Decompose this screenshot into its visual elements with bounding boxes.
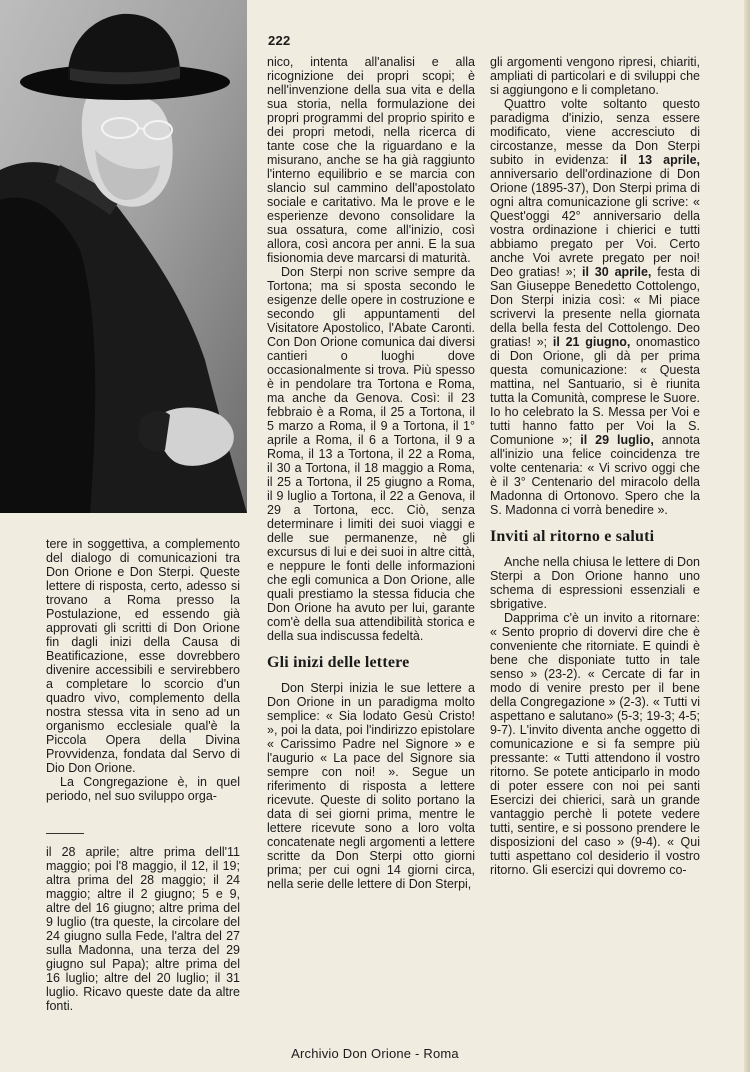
date-highlight: il 29 luglio, — [580, 433, 654, 447]
text-run: annota all'inizio una felice coincidenza tre volte centenaria: « Vi scrivo oggi che è il 3° Centenario del miracolo della Madonna di Ortonovo. Spero che la S. Madonna ci vorrà benedire ». — [490, 433, 700, 517]
paragraph: gli argomenti vengono ripresi, chiariti, ampliati di particolari e di sviluppi che si aggiungono e li completano. — [490, 55, 700, 97]
date-highlight: il 30 aprile, — [581, 265, 652, 279]
column-1 — [46, 537, 240, 1013]
text-run: Quattro volte soltanto questo paradigma d'inizio, senza essere modificato, viene accresciuto di circostanze, messe da Don Sterpi subito in evidenza: — [490, 97, 700, 167]
paragraph: Anche nella chiusa le lettere di Don Sterpi a Don Orione hanno uno schema di espressioni essenziali e sbrigative. — [490, 555, 700, 611]
section-heading: Gli inizi delle lettere — [267, 654, 410, 671]
portrait-photo — [0, 0, 247, 513]
footer-archive-credit: Archivio Don Orione - Roma — [291, 1046, 459, 1061]
paragraph: Dapprima c'è un invito a ritornare: « Sento proprio di dovervi dire che è conveniente che ritorniate. E quindi è bene che disponiate tutto in tale senso » (23-2). « Cercate di far in modo di venire presto per il bene della Congregazione » (2-3). « Tutti vi aspettano e salutano» (5-3; 19-3; 4-5; 9-7). L'invito diventa anche oggetto di comunicazione e si fa sempre più pressante: « Tutti attendono il vostro ritorno. Se potete anticiparlo in modo di poter essere con noi pei santi Esercizi dei chierici, sarà un grande vantaggio perchè li potete vedere tutti, sentire, e si possono prendere le disposizioni del caso » (9-4). « Qui tutti aspettano col desiderio il vostro ritorno. Gli esercizi qui dovremo co- — [490, 611, 700, 877]
text-run: anniversario dell'ordinazione di Don Orione (1895-37), Don Sterpi prima di ogni altra comunicazione gli scrive: « Quest'oggi 42° anniversario della vostra ordinazione i chierici e tutti abbiamo pregato per Voi. Certo anche Voi avrete pregato per noi! Deo gratias! »; — [490, 167, 700, 279]
date-highlight: il 13 aprile, — [620, 153, 700, 167]
text-run: onomastico di Don Orione, gli dà per prima questa comunicazione: « Questa mattina, nel Santuario, si è riunita tutta la Comunità, comprese le Suore. Io ho celebrato la S. Messa per Voi e tutti hanno fatto per Voi la S. Comunione »; — [490, 335, 700, 447]
column-3 — [490, 55, 700, 877]
date-highlight: il 21 giugno, — [552, 335, 631, 349]
paragraph: tere in soggettiva, a complemento del dialogo di comunicazioni tra Don Orione e Don Sterpi. Queste lettere di risposta, certo, adesso si trovano a Roma presso la Postulazione, ed essendo già approvati gli scritti di Don Orione fin dagli inizi della Causa di Beatificazione, esse dovrebbero divenire accessibili e servirebbero a completare lo scorcio d'un quadro vivo, complemento della nostra stessa vita in seno ad un organismo ecclesiale qual'è la Piccola Opera della Divina Provvidenza, fondata dal Servo di Dio Don Orione. — [46, 537, 240, 775]
footnote-divider — [46, 833, 84, 834]
page-number: 222 — [268, 33, 291, 48]
paragraph: Don Sterpi non scrive sempre da Tortona; ma si sposta secondo le esigenze delle opere in costruzione e secondo gli appuntamenti del Visitatore Apostolico, l'Abate Caronti. Con Don Orione comunica dai diversi cantieri o luoghi dove occasionalmente si trova. Più spesso è in pendolare tra Tortona e Roma, ma anche da Genova. Così: il 23 febbraio è a Roma, il 25 a Tortona, il 5 marzo a Roma, il 9 a Tortona, il 1° aprile a Roma, il 6 a Tortona, il 9 a Roma, il 13 a Tortona, il 22 a Roma, il 30 a Tortona, il 18 maggio a Roma, il 25 a Tortona, il 25 giugno a Roma, il 9 luglio a Tortona, il 22 a Genova, il 29 a Tortona, ecc. Ciò, senza determinare i limiti dei suoi viaggi e delle sue permanenze, nè gli excursus di lui e dei suoi in altre città, e neppure le fonti delle informazioni che egli comunica a Don Orione, alle quali prestiamo la stessa fiducia che Don Orione ha avuto per lui, garante com'è della sua attendibilità storica e della sua indiscussa fedeltà. — [267, 265, 475, 643]
footnote: il 28 aprile; altre prima dell'11 maggio; poi l'8 maggio, il 12, il 19; altra prima del 28 maggio; il 24 maggio; altre il 2 giugno; 5 e 9, altre del 16 giugno; altre prima del 9 luglio (tra queste, la circolare del 24 giugno sulla Fede, l'altra del 27 sulla Madonna, una terza del 29 giugno sul Papa); altre prima del 16 luglio; altre del 20 luglio; il 31 luglio. Ricavo queste date da altre fonti. — [46, 845, 240, 1013]
page-edge — [744, 0, 750, 1072]
paragraph — [490, 97, 700, 517]
column-2 — [267, 55, 475, 891]
paragraph: Don Sterpi inizia le sue lettere a Don Orione in un paradigma molto semplice: « Sia lodato Gesù Cristo! », poi la data, poi l'indirizzo epistolare « Carissimo Padre nel Signore » e l'augurio « La pace del Signore sia sempre con noi! ». Segue un riferimento di risposta a lettere ricevute. Queste di solito portano la data di sei giorni prima, mentre le lettere ricevute sono a loro volta concatenate negli argomenti a lettere scritte da Don Sterpi otto giorni prima; per cui ogni 14 giorni circa, nella serie delle lettere di Don Sterpi, — [267, 681, 475, 891]
section-heading: Inviti al ritorno e saluti — [490, 528, 655, 545]
text-run: festa di San Giuseppe Benedetto Cottolengo, Don Sterpi inizia così: « Mi piace scrivervi la presente nella giornata della bella festa del Cottolengo. Deo gratias! »; — [490, 265, 701, 349]
paragraph: nico, intenta all'analisi e alla ricognizione dei propri scopi; è nell'invenzione della sua vita e della sua storia, nella formulazione dei propri programmi del proprio spirito e dei propri metodi, nella ricerca di tante cose che la riguardano e la misurano, anche se ha già raggiunto l'interno equilibrio e se marcia con slancio sul cammino dell'apostolato sociale e caritativo. Ma le prove e le esperienze devono consolidare la sua ossatura, come all'inizio, così allora, così ancora per anni. E la sua fisionomia deve marcarsi di maturità. — [267, 55, 475, 265]
paragraph: La Congregazione è, in quel periodo, nel suo sviluppo orga- — [46, 775, 240, 803]
